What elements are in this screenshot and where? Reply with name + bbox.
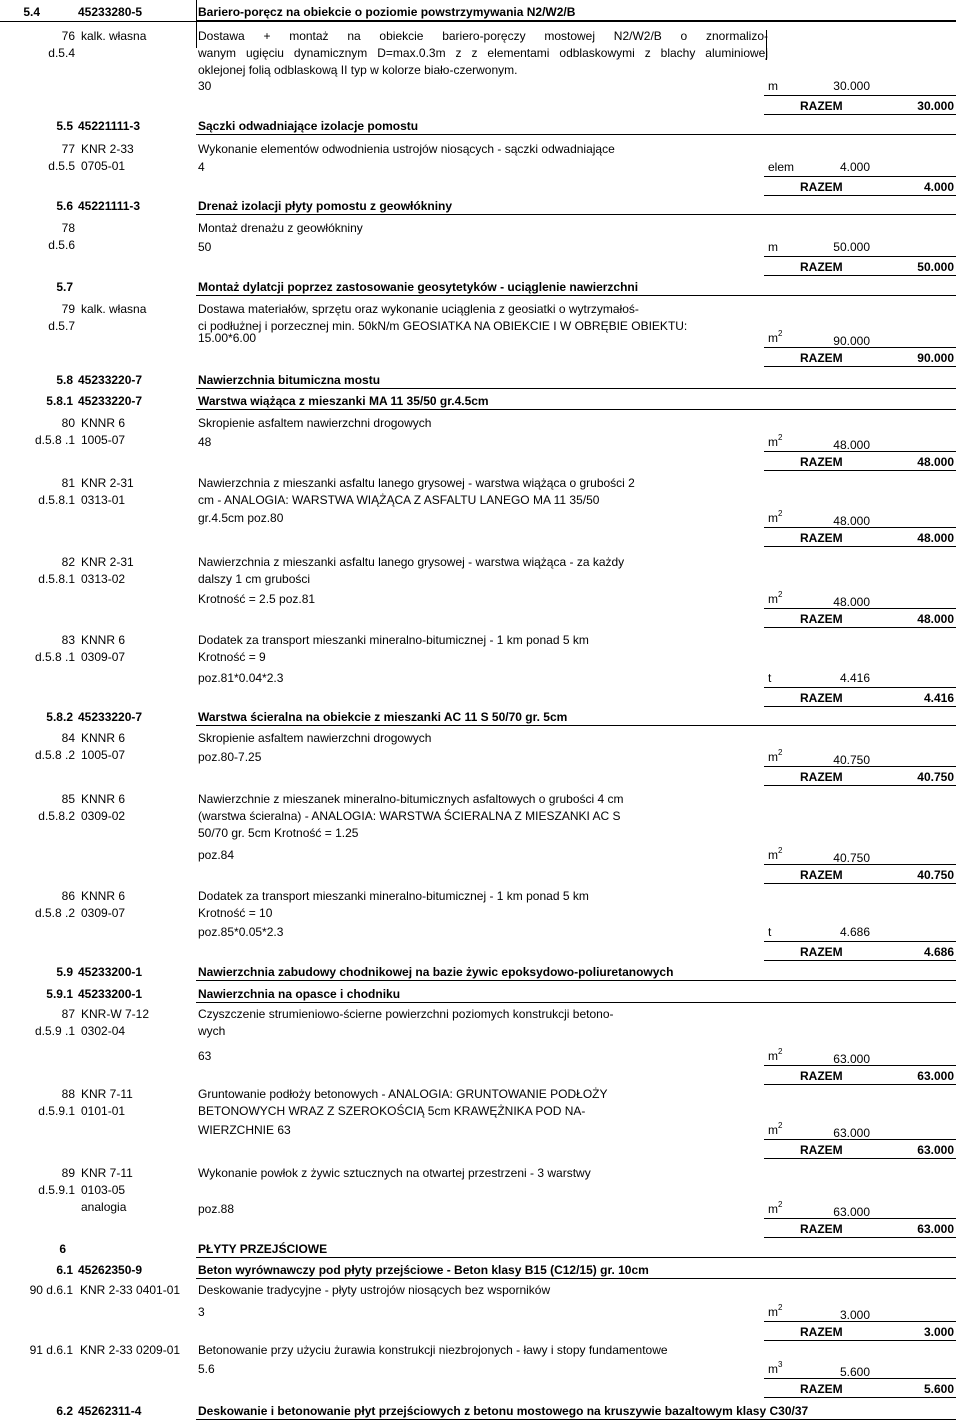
- item-basis: KNR 2-31: [81, 555, 134, 569]
- section-cpv: 45233200-1: [78, 965, 143, 979]
- divider: [764, 1340, 956, 1341]
- item-description: wanym ugięciu dynamicznym D=max.0.3m z z elementami odblaskowymi z blachy aluminiowej: [198, 46, 768, 60]
- razem-total: 48.000: [917, 455, 954, 469]
- item-description: Dodatek za transport mieszanki mineralno-bitumicznej - 1 km ponad 5 km: [198, 889, 589, 903]
- item-quantity: 4.416: [839, 671, 870, 685]
- divider: [764, 546, 956, 547]
- item-quantity: 3.000: [839, 1308, 870, 1322]
- razem-label: RAZEM: [800, 1143, 843, 1157]
- section-title: Drenaż izolacji płyty pomostu z geowłókniny: [198, 199, 453, 213]
- razem-label: RAZEM: [800, 531, 843, 545]
- divider: [764, 95, 956, 96]
- item-calculation: 50: [198, 240, 212, 254]
- item-ref: d.5.6: [48, 238, 75, 252]
- item-unit: $m^3$: [768, 1360, 783, 1376]
- section-underline: [196, 388, 956, 389]
- item-unit: $m^2$: [768, 329, 783, 345]
- item-number: 81: [61, 476, 75, 490]
- razem-total: 40.750: [917, 868, 954, 882]
- item-quantity: 63.000: [833, 1052, 870, 1066]
- razem-total: 90.000: [917, 351, 954, 365]
- item-unit: $m^2$: [768, 590, 783, 606]
- item-quantity: 40.750: [833, 851, 870, 865]
- razem-label: RAZEM: [800, 351, 843, 365]
- item-calculation: poz.85*0.05*2.3: [198, 925, 284, 939]
- divider: [764, 1084, 956, 1085]
- item-unit: t: [768, 925, 772, 939]
- item-calculation: 4: [198, 160, 205, 174]
- item-description: Dostawa materiałów, sprzętu oraz wykonanie uciąglenia z geosiatki o wytrzymałoś-: [198, 302, 639, 316]
- item-ref: d.5.8 .2: [34, 748, 75, 762]
- razem-total: 4.686: [923, 945, 954, 959]
- divider: [0, 21, 956, 22]
- item-description: Krotność = 10: [198, 906, 273, 920]
- item-description: Krotność = 9: [198, 650, 266, 664]
- section-code: 5.5: [56, 119, 73, 133]
- item-calculation: poz.80-7.25: [198, 750, 262, 764]
- item-description: oklejonej folią odblaskową II typ w kolorze biało-czerwonym.: [198, 63, 518, 77]
- section-underline: [196, 1278, 956, 1279]
- razem-total: 4.416: [923, 691, 954, 705]
- item-number: 86: [61, 889, 75, 903]
- divider: [764, 256, 956, 257]
- section-title: Bariero-poręcz na obiekcie o poziomie powstrzymywania N2/W2/B: [198, 5, 576, 19]
- divider: [764, 1065, 956, 1066]
- item-unit: t: [768, 671, 772, 685]
- item-basis: kalk. własna: [81, 29, 147, 43]
- section-title: Warstwa wiążąca z mieszanki MA 11 35/50 gr.4.5cm: [198, 394, 489, 408]
- divider: [764, 1321, 956, 1322]
- item-basis: KNR-W 7-12: [81, 1007, 150, 1021]
- item-basis-code: 0309-02: [81, 809, 126, 823]
- section-underline: [196, 725, 956, 726]
- section-code: 5.9: [56, 965, 73, 979]
- section-code: 5.8: [56, 373, 73, 387]
- divider: [764, 706, 956, 707]
- section-title: Nawierzchnia na opasce i chodniku: [198, 987, 401, 1001]
- divider: [764, 941, 956, 942]
- item-description: Gruntowanie podłoży betonowych - ANALOGIA: GRUNTOWANIE PODŁOŻY: [198, 1087, 608, 1101]
- item-basis-code: 0302-04: [81, 1024, 126, 1038]
- divider: [764, 1397, 956, 1398]
- divider: [764, 275, 956, 276]
- section-title: PŁYTY PRZEJŚCIOWE: [198, 1242, 328, 1256]
- item-description: (warstwa ścieralna) - ANALOGIA: WARSTWA ŚCIERALNA Z MIESZANKI AC S: [198, 809, 621, 823]
- item-unit: $m^2$: [768, 1303, 783, 1319]
- razem-label: RAZEM: [800, 1325, 843, 1339]
- divider: [764, 960, 956, 961]
- section-title: Warstwa ścieralna na obiekcie z mieszanki AC 11 S 50/70 gr. 5cm: [198, 710, 568, 724]
- razem-label: RAZEM: [800, 691, 843, 705]
- item-number: 76: [61, 29, 75, 43]
- section-underline: [196, 409, 956, 410]
- item-description: Skropienie asfaltem nawierzchni drogowych: [198, 416, 432, 430]
- item-calculation: gr.4.5cm poz.80: [198, 511, 284, 525]
- item-unit: $m^2$: [768, 1047, 783, 1063]
- razem-label: RAZEM: [800, 99, 843, 113]
- divider: [764, 627, 956, 628]
- item-description: Czyszczenie strumieniowo-ścierne powierzchni poziomych konstrukcji betono-: [198, 1007, 614, 1021]
- razem-label: RAZEM: [800, 1382, 843, 1396]
- section-code: 6: [59, 1242, 66, 1256]
- item-unit: m: [768, 79, 778, 93]
- item-number: 82: [61, 555, 75, 569]
- section-title: Nawierzchnia bitumiczna mostu: [198, 373, 381, 387]
- item-number: 91 d.6.1: [29, 1343, 73, 1357]
- divider: [764, 608, 956, 609]
- item-basis-code: 1005-07: [81, 433, 126, 447]
- item-description: Nawierzchnie z mieszanek mineralno-bitumicznych asfaltowych o grubości 4 cm: [198, 792, 624, 806]
- section-cpv: 45233220-7: [78, 373, 143, 387]
- item-description: Wykonanie powłok z żywic sztucznych na otwartej przestrzeni - 3 warstwy: [198, 1166, 591, 1180]
- section-cpv: 45262311-4: [78, 1404, 142, 1418]
- item-basis: KNNR 6: [81, 416, 126, 430]
- section-underline: [196, 134, 956, 135]
- razem-total: 30.000: [917, 99, 954, 113]
- section-code: 5.9.1: [46, 987, 73, 1001]
- item-basis: KNR 2-33 0401-01: [80, 1283, 181, 1297]
- item-calculation: 5.6: [198, 1362, 215, 1376]
- divider: [764, 1378, 956, 1379]
- item-basis-code: 0309-07: [81, 906, 126, 920]
- section-cpv: 45233220-7: [78, 710, 143, 724]
- item-ref: d.5.8.2: [38, 809, 75, 823]
- item-unit: $m^2$: [768, 1200, 783, 1216]
- item-calculation: poz.81*0.04*2.3: [198, 671, 284, 685]
- section-cpv: 45221111-3: [78, 119, 141, 133]
- section-cpv: 45233200-1: [78, 987, 143, 1001]
- item-calculation: poz.88: [198, 1202, 235, 1216]
- divider: [764, 366, 956, 367]
- item-basis-code: 1005-07: [81, 748, 126, 762]
- item-description: Deskowanie tradycyjne - płyty ustrojów niosących bez wsporników: [198, 1283, 551, 1297]
- divider: [764, 451, 956, 452]
- item-calculation: 30: [198, 79, 212, 93]
- item-number: 88: [61, 1087, 75, 1101]
- item-description: cm - ANALOGIA: WARSTWA WIĄŻĄCA Z ASFALTU LANEGO MA 11 35/50: [198, 493, 600, 507]
- item-basis-code: 0103-05: [81, 1183, 126, 1197]
- item-number: 90 d.6.1: [29, 1283, 73, 1297]
- item-number: 89: [61, 1166, 75, 1180]
- section-code: 5.8.2: [46, 710, 73, 724]
- item-basis-code: 0309-07: [81, 650, 126, 664]
- razem-label: RAZEM: [800, 1069, 843, 1083]
- divider: [764, 195, 956, 196]
- divider: [764, 785, 956, 786]
- item-quantity: 30.000: [833, 79, 870, 93]
- item-quantity: 63.000: [833, 1126, 870, 1140]
- section-code: 6.2: [56, 1404, 73, 1418]
- razem-label: RAZEM: [800, 1222, 843, 1236]
- divider: [764, 687, 956, 688]
- item-calculation: Krotność = 2.5 poz.81: [198, 592, 316, 606]
- divider: [764, 527, 956, 528]
- razem-total: 63.000: [917, 1069, 954, 1083]
- razem-total: 4.000: [923, 180, 954, 194]
- divider: [764, 1218, 956, 1219]
- item-basis: KNNR 6: [81, 889, 126, 903]
- section-title: Sączki odwadniające izolacje pomostu: [198, 119, 419, 133]
- razem-total: 63.000: [917, 1143, 954, 1157]
- item-description: Nawierzchnia z mieszanki asfaltu lanego grysowej - warstwa wiążąca o grubości 2: [198, 476, 635, 490]
- section-cpv: 45233280-5: [78, 5, 143, 19]
- razem-total: 5.600: [923, 1382, 954, 1396]
- item-basis: KNR 2-33: [81, 142, 134, 156]
- item-calculation: poz.84: [198, 848, 235, 862]
- item-unit: $m^2$: [768, 509, 783, 525]
- item-description: Skropienie asfaltem nawierzchni drogowych: [198, 731, 432, 745]
- item-calculation: 15.00*6.00: [198, 331, 257, 345]
- razem-total: 50.000: [917, 260, 954, 274]
- section-underline: [196, 1257, 956, 1258]
- razem-total: 63.000: [917, 1222, 954, 1236]
- item-quantity: 4.686: [839, 925, 870, 939]
- item-quantity: 40.750: [833, 753, 870, 767]
- item-number: 87: [61, 1007, 75, 1021]
- item-ref: d.5.7: [48, 319, 75, 333]
- item-description: dalszy 1 cm grubości: [198, 572, 311, 586]
- item-number: 84: [61, 731, 75, 745]
- item-calculation: 3: [198, 1305, 205, 1319]
- item-basis-code: 0313-02: [81, 572, 126, 586]
- razem-label: RAZEM: [800, 180, 843, 194]
- divider: [764, 1158, 956, 1159]
- divider: [764, 1139, 956, 1140]
- item-quantity: 4.000: [839, 160, 870, 174]
- item-basis: KNNR 6: [81, 731, 126, 745]
- item-ref: d.5.8 .1: [34, 650, 75, 664]
- razem-label: RAZEM: [800, 612, 843, 626]
- section-underline: [196, 214, 956, 215]
- divider: [764, 864, 956, 865]
- item-description: Wykonanie elementów odwodnienia ustrojów niosących - sączki odwadniające: [198, 142, 615, 156]
- item-unit: $m^2$: [768, 846, 783, 862]
- item-number: 80: [61, 416, 75, 430]
- divider: [764, 883, 956, 884]
- section-title: Montaż dylatcji poprzez zastosowanie geosytetyków - uciąglenie nawierzchni: [198, 280, 639, 294]
- item-basis: KNR 2-33 0209-01: [80, 1343, 181, 1357]
- item-description: ci podłużnej i porzecznej min. 50kN/m GEOSIATKA NA OBIEKCIE I W OBRĘBIE OBIEKTU:: [198, 319, 688, 333]
- section-code: 5.6: [56, 199, 73, 213]
- section-code: 5.7: [56, 280, 73, 294]
- item-basis: KNR 7-11: [81, 1166, 133, 1180]
- item-description: 50/70 gr. 5cm Krotność = 1.25: [198, 826, 359, 840]
- item-calculation: 48: [198, 435, 212, 449]
- section-code: 5.8.1: [46, 394, 73, 408]
- item-ref: d.5.9.1: [38, 1104, 75, 1118]
- item-quantity: 48.000: [833, 438, 870, 452]
- item-quantity: 50.000: [833, 240, 870, 254]
- item-description: Nawierzchnia z mieszanki asfaltu lanego grysowej - warstwa wiążąca - za każdy: [198, 555, 625, 569]
- section-cpv: 45221111-3: [78, 199, 141, 213]
- item-basis: KNNR 6: [81, 792, 126, 806]
- item-unit: elem: [768, 160, 795, 174]
- item-description: wych: [198, 1024, 226, 1038]
- item-quantity: 63.000: [833, 1205, 870, 1219]
- section-title: Beton wyrównawczy pod płyty przejściowe - Beton klasy B15 (C12/15) gr. 10cm: [198, 1263, 649, 1277]
- item-unit: $m^2$: [768, 748, 783, 764]
- razem-label: RAZEM: [800, 868, 843, 882]
- item-quantity: 90.000: [833, 334, 870, 348]
- divider: [764, 114, 956, 115]
- item-number: 78: [61, 221, 75, 235]
- item-basis: KNR 7-11: [81, 1087, 133, 1101]
- section-cpv: 45262350-9: [78, 1263, 143, 1277]
- item-unit: $m^2$: [768, 1121, 783, 1137]
- section-underline: [196, 980, 956, 981]
- item-basis-code: 0705-01: [81, 159, 126, 173]
- item-unit: $m^2$: [768, 433, 783, 449]
- section-title: Nawierzchnia zabudowy chodnikowej na bazie żywic epoksydowo-poliuretanowych: [198, 965, 674, 979]
- item-quantity: 48.000: [833, 514, 870, 528]
- item-ref: d.5.8 .2: [34, 906, 75, 920]
- item-ref: d.5.9 .1: [34, 1024, 75, 1038]
- item-number: 77: [61, 142, 75, 156]
- item-ref: d.5.4: [48, 46, 75, 60]
- item-ref: d.5.5: [48, 159, 75, 173]
- section-code: 6.1: [56, 1263, 73, 1277]
- section-underline: [196, 1002, 956, 1003]
- item-number: 83: [61, 633, 75, 647]
- section-underline: [196, 295, 956, 296]
- item-calculation: 63: [198, 1049, 212, 1063]
- item-basis: kalk. własna: [81, 302, 147, 316]
- divider: [764, 470, 956, 471]
- divider: [764, 766, 956, 767]
- item-basis: KNR 2-31: [81, 476, 134, 490]
- item-description: Betonowanie przy użyciu żurawia konstrukcji niezbrojonych - ławy i stopy fundamentowe: [198, 1343, 668, 1357]
- item-description: BETONOWYCH WRAZ Z SZEROKOŚCIĄ 5cm KRAWĘŻNIKA POD NA-: [198, 1104, 586, 1118]
- section-cpv: 45233220-7: [78, 394, 143, 408]
- section-title: Deskowanie i betonowanie płyt przejściowych z betonu mostowego na kruszywie bazaltowym klasy C30/37: [198, 1404, 809, 1418]
- divider: [764, 1237, 956, 1238]
- item-calculation: WIERZCHNIE 63: [198, 1123, 291, 1137]
- razem-label: RAZEM: [800, 455, 843, 469]
- item-basis-note: analogia: [81, 1200, 127, 1214]
- razem-label: RAZEM: [800, 945, 843, 959]
- item-description: Montaż drenażu z geowłókniny: [198, 221, 363, 235]
- item-number: 85: [61, 792, 75, 806]
- item-description: Dostawa + montaż na obiekcie bariero-poręczy mostowej N2/W2/B o znormalizo-: [198, 29, 768, 43]
- item-basis-code: 0101-01: [81, 1104, 126, 1118]
- item-ref: d.5.8.1: [38, 493, 75, 507]
- razem-total: 48.000: [917, 531, 954, 545]
- divider: [764, 176, 956, 177]
- item-basis: KNNR 6: [81, 633, 126, 647]
- razem-total: 3.000: [923, 1325, 954, 1339]
- column-divider: [196, 0, 197, 48]
- razem-total: 48.000: [917, 612, 954, 626]
- divider: [764, 347, 956, 348]
- item-description: Dodatek za transport mieszanki mineralno-bitumicznej - 1 km ponad 5 km: [198, 633, 589, 647]
- razem-total: 40.750: [917, 770, 954, 784]
- razem-label: RAZEM: [800, 770, 843, 784]
- item-unit: m: [768, 240, 778, 254]
- razem-label: RAZEM: [800, 260, 843, 274]
- item-ref: d.5.8.1: [38, 572, 75, 586]
- item-ref: d.5.9.1: [38, 1183, 75, 1197]
- section-underline: [196, 1419, 956, 1420]
- item-number: 79: [61, 302, 75, 316]
- item-quantity: 48.000: [833, 595, 870, 609]
- section-code: 5.4: [23, 5, 40, 19]
- item-quantity: 5.600: [839, 1365, 870, 1379]
- item-ref: d.5.8 .1: [34, 433, 75, 447]
- item-basis-code: 0313-01: [81, 493, 126, 507]
